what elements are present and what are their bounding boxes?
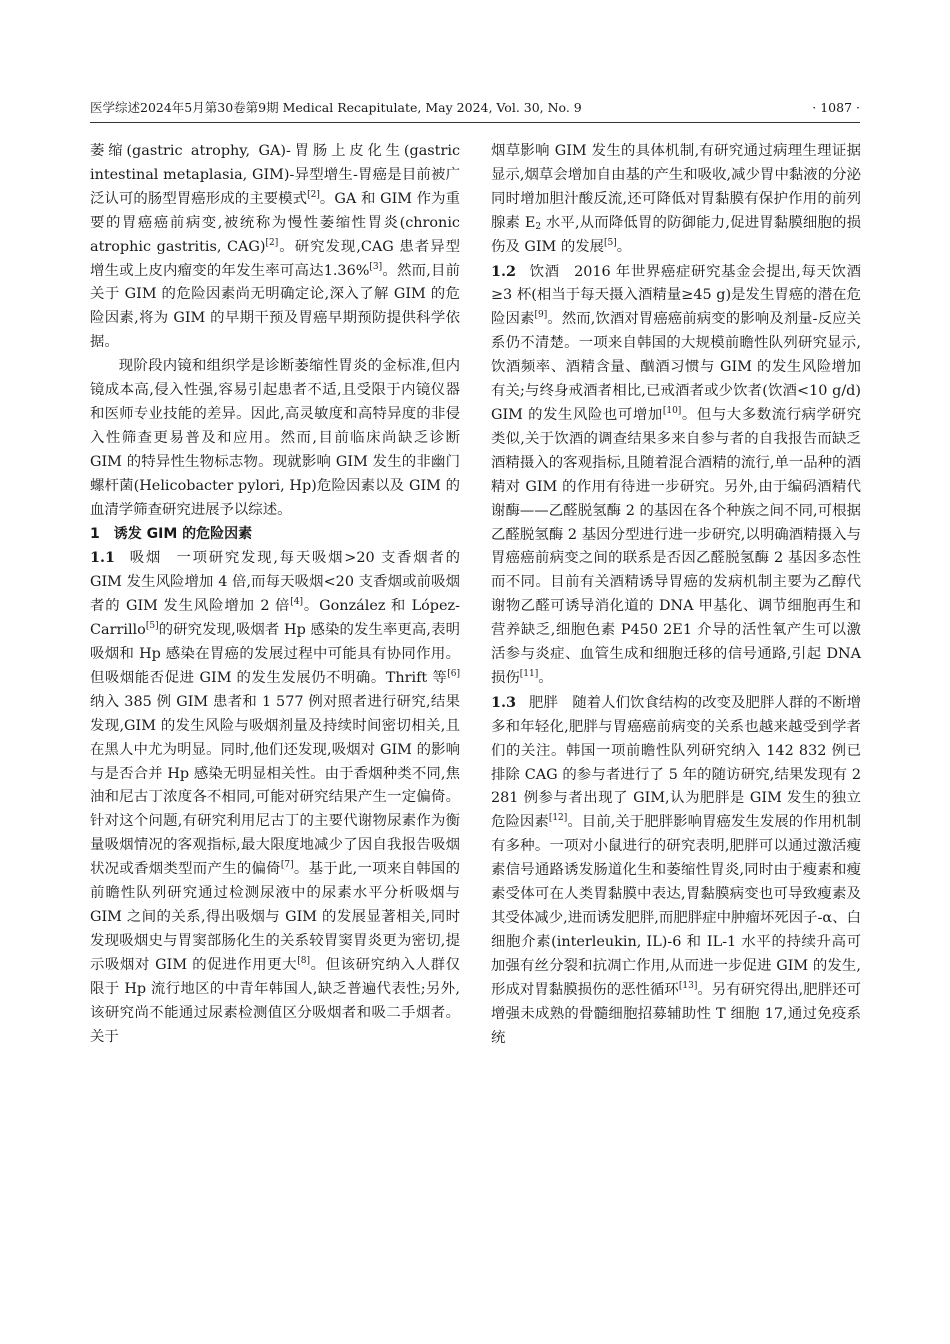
intro-paragraph-continued: 萎缩(gastric atrophy, GA)-胃肠上皮化生(gastric intestinal metaplasia, GIM)-异型增生-胃癌是目前被广泛认可的肠型胃癌形成的主要模式[2]。GA 和 GIM 作为重要的胃癌癌前病变,被统称为慢性萎缩性胃炎(chronic atrophic gastritis, CAG)[2]。研究发现,CAG 患者异型增生或上皮内瘤变的年发生率可高达1.36%[3]。然而,目前关于 GIM 的危险因素尚无明确定论,深入了解 GIM 的危险因素,将为 GIM 的早期干预及胃癌早期预防提供科学依据。 xyxy=(90,143,460,351)
citation: [2] xyxy=(307,189,320,200)
citation: [2] xyxy=(265,237,279,248)
subsection-drinking: 1.2 饮酒 2016 年世界癌症研究基金会提出,每天饮酒≥3 杯(相当于每天摄入酒精量≥45 g)是发生胃癌的潜在危险因素[9]。然而,饮酒对胃癌癌前病变的影响及剂量-反应关系仍不清楚。一项来自韩国的大规模前瞻性队列研究显示,饮酒频率、酒精含量、酗酒习惯与 GIM 的发生风险增加有关;与终身戒酒者相比,已戒酒者或少饮者(饮酒<10 g/d) GIM 的发生风险也可增加[10]。但与大多数流行病学研究类似,关于饮酒的调查结果多来自参与者的自我报告而缺乏酒精摄入的客观指标,且随着混合酒精的流行,单一品种的酒精对 GIM 的作用有待进一步研究。另外,由于编码酒精代谢酶——乙醛脱氢酶 2 的基因在各个种族之间不同,可根据乙醛脱氢酶 2 基因分型进行进一步研究,以明确酒精摄入与胃癌癌前病变之间的联系是否因乙醛脱氢酶 2 基因多态性而不同。目前有关酒精诱导胃癌的发病机制主要为乙醇代谢物乙醛可诱导消化道的 DNA 甲基化、调节细胞再生和营养缺乏,细胞色素 P450 2E1 介导的活性氧产生可以激活参与炎症、血管生成和细胞迁移的信号通路,引起 DNA 损伤[11]。 xyxy=(491,262,861,686)
citation: [6] xyxy=(447,668,460,679)
subsection-obesity: 1.3 肥胖 随着人们饮食结构的改变及肥胖人群的不断增多和年轻化,肥胖与胃癌癌前病变的关系也越来越受到学者们的关注。韩国一项前瞻性队列研究纳入 142 832 例已排除 CAG 的参与者进行了 5 年的随访研究,结果发现有 2 281 例参与者出现了 GIM,认为肥胖是 GIM 发生的独立危险因素[12]。目前,关于肥胖影响胃癌发生发展的作用机制有多种。一项对小鼠进行的研究表明,肥胖可以通过激活瘦素信号通路诱发肠道化生和萎缩性胃炎,同时由于瘦素和瘦素受体可在人类胃黏膜中表达,胃黏膜病变也可导致瘦素及其受体减少,进而诱发肥胖,而肥胖症中肿瘤坏死因子-α、白细胞介素(interleukin, IL)-6 和 IL-1 水平的持续升高可加强有丝分裂和抗凋亡作用,从而进一步促进 GIM 的发生,形成对胃黏膜损伤的恶性循环[13]。另有研究得出,肥胖还可增强未成熟的骨髓细胞招募辅助性 T 细胞 17,通过免疫系统 xyxy=(491,693,861,1046)
citation: [5] xyxy=(604,237,617,248)
subsection-number: 1.1 xyxy=(90,549,116,567)
citation: [12] xyxy=(548,813,568,824)
smoking-paragraph-continued: 烟草影响 GIM 发生的具体机制,有研究通过病理生理证据显示,烟草会增加自由基的产生和吸收,减少胃中黏液的分泌同时增加胆汁酸反流,还可降低对胃黏膜有保护作用的前列腺素 $E_2$ 水平,从而降低胃的防御能力,促进胃黏膜细胞的损伤及 GIM 的发展[5]。 xyxy=(491,143,861,255)
citation: [7] xyxy=(280,860,294,871)
citation: [13] xyxy=(678,980,698,991)
subsection-title: 吸烟 xyxy=(128,550,163,567)
right-column xyxy=(491,140,861,1050)
subsection-title: 饮酒 xyxy=(529,263,560,280)
subsection-number: 1.3 xyxy=(491,693,517,711)
header-rule xyxy=(90,122,860,123)
citation: [9] xyxy=(534,310,548,321)
journal-citation: 医学综述2024年5月第30卷第9期 Medical Recapitulate, May 2024, Vol. 30, No. 9 xyxy=(90,100,582,115)
citation: [8] xyxy=(297,955,310,966)
subsection-number: 1.2 xyxy=(491,262,517,280)
section-heading-1: 1 诱发 GIM 的危险因素 xyxy=(90,525,253,542)
citation: [3] xyxy=(369,261,383,272)
citation: [10] xyxy=(662,405,682,416)
subsection-smoking: 1.1 吸烟 一项研究发现,每天吸烟>20 支香烟者的 GIM 发生风险增加 4 倍,而每天吸烟<20 支香烟或前吸烟者的 GIM 发生风险增加 2 倍[4]。González 和 López-Carrillo[5]的研究发现,吸烟者 Hp 感染的发生率更高,表明吸烟和 Hp 感染在胃癌的发展过程中可能具有协同作用。但吸烟能否促进 GIM 的发生发展仍不明确。Thrift 等[6]纳入 385 例 GIM 患者和 1 577 例对照者进行研究,结果发现,GIM 的发生风险与吸烟剂量及持续时间密切相关,且在黑人中尤为明显。同时,他们还发现,吸烟对 GIM 的影响与是否合并 Hp 感染无明显相关性。由于香烟种类不同,焦油和尼古丁浓度各不相同,可能对研究结果产生一定偏倚。针对这个问题,有研究利用尼古丁的主要代谢物尿素作为衡量吸烟情况的客观指标,最大限度地减少了因自我报告吸烟状况或香烟类型而产生的偏倚[7]。基于此,一项来自韩国的前瞻性队列研究通过检测尿液中的尿素水平分析吸烟与 GIM 之间的关系,得出吸烟与 GIM 的发展显著相关,同时发现吸烟史与胃窦部肠化生的关系较胃窦胃炎更为密切,提示吸烟对 GIM 的促进作用更大[8]。但该研究纳入人群仅限于 Hp 流行地区的中青年韩国人,缺乏普遍代表性;另外,该研究尚不能通过尿素检测值区分吸烟者和吸二手烟者。关于 xyxy=(90,549,460,1045)
left-column xyxy=(90,140,460,1049)
citation: [4] xyxy=(290,597,303,608)
running-header xyxy=(90,98,860,118)
citation: [11] xyxy=(519,668,539,679)
page-number: · 1087 · xyxy=(812,100,860,115)
citation: [5] xyxy=(145,621,159,632)
subscript: 2 xyxy=(535,221,542,232)
intro-paragraph-2: 现阶段内镜和组织学是诊断萎缩性胃炎的金标准,但内镜成本高,侵入性强,容易引起患者不适,且受限于内镜仪器和医师专业技能的差异。因此,高灵敏度和高特异度的非侵入性筛查更易普及和应用。然而,目前临床尚缺乏诊断 GIM 的特异性生物标志物。现就影响 GIM 发生的非幽门螺杆菌(Helicobacter pylori, Hp)危险因素以及 GIM 的血清学筛查研究进展予以综述。 xyxy=(90,358,460,518)
subsection-title: 肥胖 xyxy=(529,694,558,711)
